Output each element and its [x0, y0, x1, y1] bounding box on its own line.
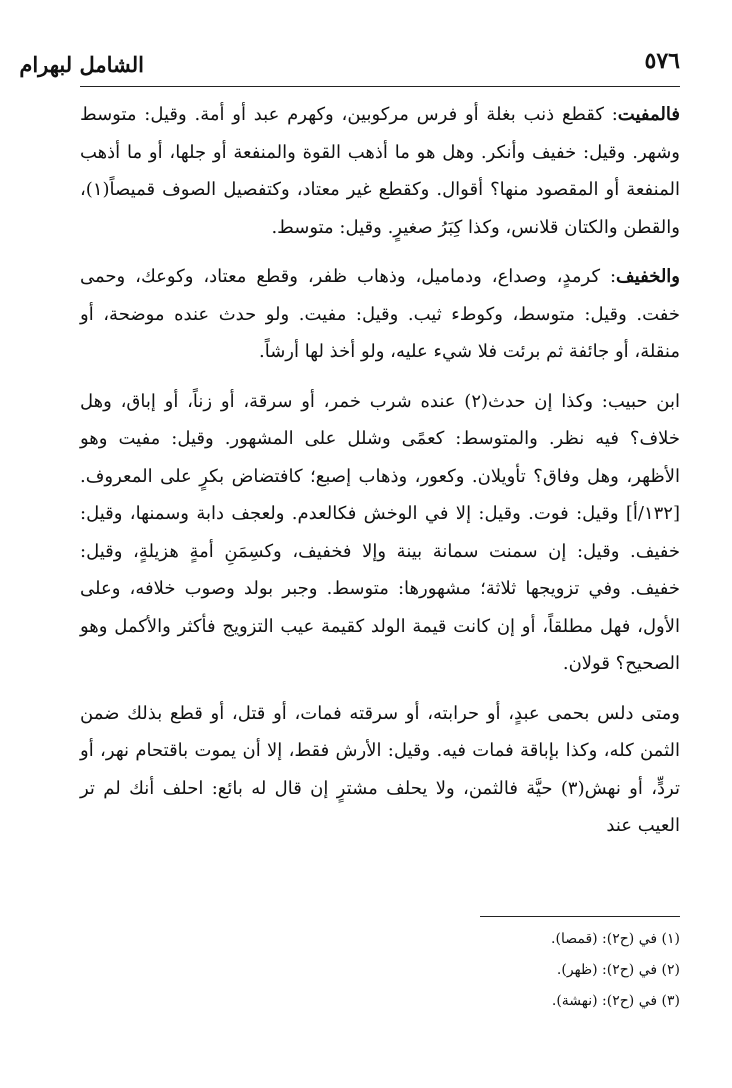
- page-header: [19, 46, 680, 84]
- paragraph-lead: فالمفيت: [617, 104, 680, 125]
- paragraph-lead: والخفيف: [616, 266, 680, 287]
- paragraph-text: : كقطع ذنب بغلة أو فرس مركوبين، وكهرم عبد أو أمة. وقيل: متوسط وشهر. وقيل: خفيف وأنكر. وهل هو ما أذهب القوة والمنفعة أو جلها، أو ما أذهب المنفعة أو المقصود منها؟ أقوال. وكقطع غير معتاد، وكتفصيل الصوف قميصاً(١)، والقطن والكتان قلانس، وكذا كِبَرُ صغيرٍ. وقيل: متوسط.: [80, 104, 680, 238]
- paragraph-text: ومتى دلس بحمى عبدٍ، أو حرابته، أو سرقته فمات، أو قتل، أو قطع بذلك ضمن الثمن كله، وكذا بإباقة فمات فيه. وقيل: الأرش فقط، إلا أن يموت باقتحام نهر، أو تردٍّ، أو نهش(٣) حيَّة فالثمن، ولا يحلف مشترٍ إن قال له بائع: احلف أنك لم تر العيب عند: [80, 702, 680, 836]
- footnote-rule: [480, 916, 680, 917]
- body-text: [80, 96, 680, 857]
- paragraph-mufit: [80, 96, 680, 246]
- running-title: الشامل لبهرام: [19, 52, 144, 77]
- footnote-3: (٣) في (ح٢): (نهشة).: [551, 993, 680, 1009]
- footnote-1: (١) في (ح٢): (قمصا).: [551, 931, 680, 947]
- page-number: ٥٧٦: [644, 48, 680, 74]
- footnotes: [80, 924, 680, 1017]
- paragraph-text: : كرمدٍ، وصداع، ودماميل، وذهاب ظفر، وقطع معتاد، وكوعك، وحمى خفت. وقيل: متوسط، وكوطء ثيب. وقيل: مفيت. ولو حدث عنده موضحة، أو منقلة، أو جائفة ثم برئت فلا شيء عليه، ولو أخذ لها أرشاً.: [80, 266, 680, 362]
- paragraph-text: ابن حبيب: وكذا إن حدث(٢) عنده شرب خمر، أو سرقة، أو زناً، أو إباق، وهل خلاف؟ فيه نظر. والمتوسط: كعمًى وشلل على المشهور. وقيل: مفيت وهو الأظهر، وهل وفاق؟ تأويلان. وكعور، وذهاب إصبع؛ كافتضاض بكرٍ على المعروف. [١٣٢/أ] وقيل: فوت. وقيل: إلا في الوخش فكالعدم. ولعجف دابة وسمنها، وقيل: خفيف. وقيل: إن سمنت سمانة بينة وإلا فخفيف، وكسِمَنِ أمةٍ هزيلةٍ، وقيل: خفيف. وفي تزويجها ثلاثة؛ مشهورها: متوسط. وجبر بولد وصوب خلافه، وعلى الأول، فهل مطلقاً، أو إن كانت قيمة الولد كقيمة عيب التزويج فأكثر والأكمل وهو الصحيح؟ قولان.: [80, 390, 681, 674]
- paragraph-ibn-habib: [80, 383, 680, 683]
- footnote-2: (٢) في (ح٢): (ظهر).: [556, 962, 680, 978]
- paragraph-dallas: [80, 695, 680, 845]
- header-rule: [80, 86, 680, 87]
- paragraph-khafif: [80, 258, 680, 371]
